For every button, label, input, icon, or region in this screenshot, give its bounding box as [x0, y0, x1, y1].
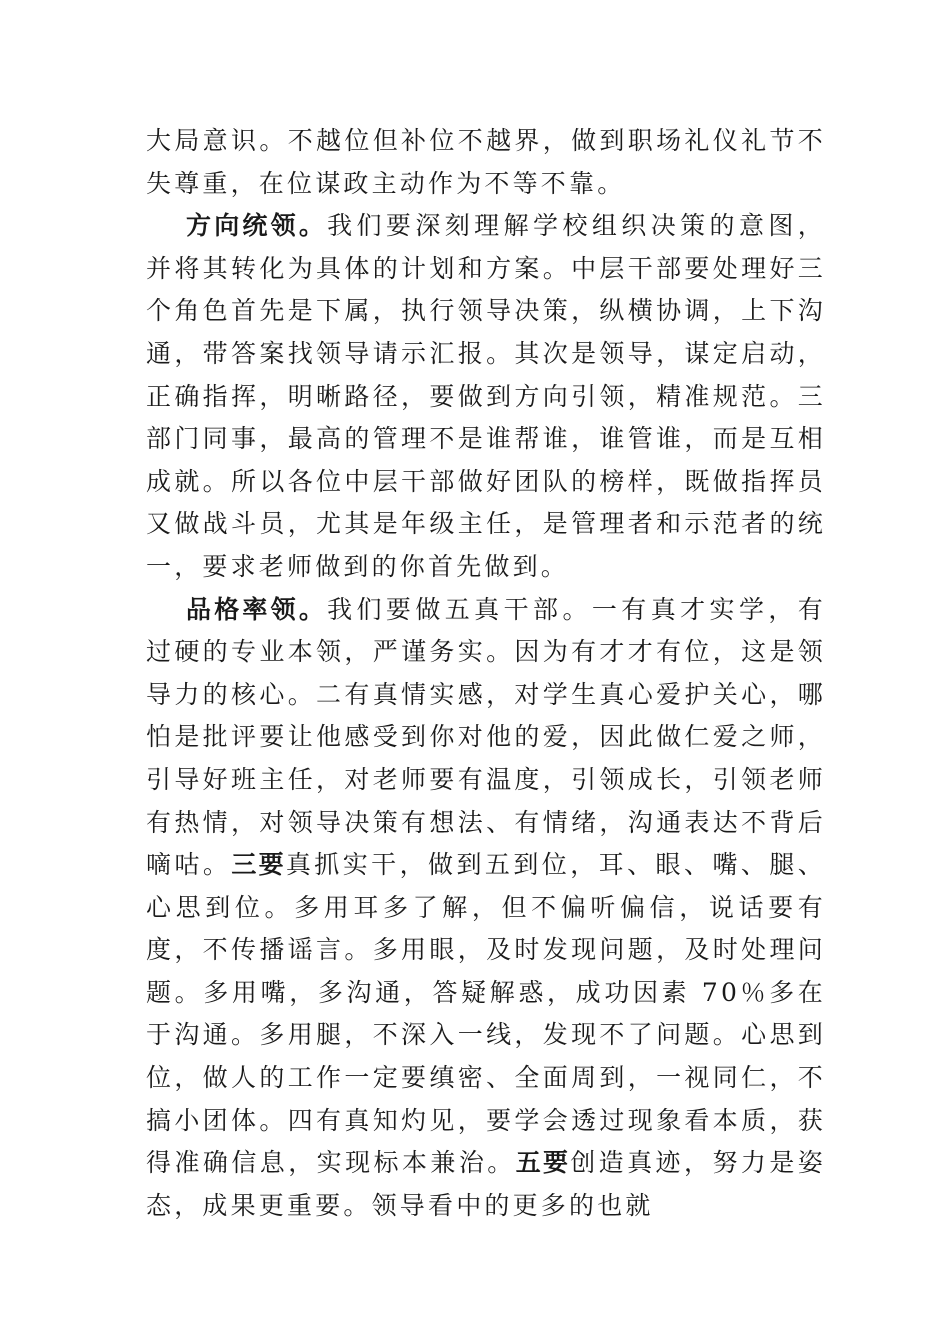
paragraph-text: 大局意识。不越位但补位不越界，做到职场礼仪礼节不失尊重，在位谋政主动作为不等不靠。 — [146, 126, 826, 198]
paragraph-heading: 方向统领。 — [186, 211, 328, 241]
document-body — [146, 120, 826, 1227]
paragraph-text: 我们要深刻理解学校组织决策的意图，并将其转化为具体的计划和方案。中层干部要处理好三个角色首先是下属，执行领导决策，纵横协调，上下沟通，带答案找领导请示汇报。其次是领导，谋定启动，正确指挥，明晰路径，要做到方向引领，精准规范。三部门同事，最高的管理不是谁帮谁，谁管谁，而是互相成就。所以各位中层干部做好团队的榜样，既做指挥员又做战斗员，尤其是年级主任，是管理者和示范者的统一，要求老师做到的你首先做到。 — [146, 211, 826, 581]
paragraph-text: 创造真迹，努力是姿态，成果更重要。领导看中的更多的也就 — [146, 1148, 826, 1220]
bold-point-three: 三要 — [231, 850, 286, 880]
paragraph-heading: 品格率领。 — [186, 594, 328, 624]
paragraph-text: 真抓实干，做到五到位，耳、眼、嘴、腿、心思到位。多用耳多了解，但不偏听偏信，说话要有度，不传播谣言。多用眼，及时发现问题，及时处理问题。多用嘴，多沟通，答疑解惑，成功因素 70％多在于沟通。多用腿，不深入一线，发现不了问题。心思到位，做人的工作一定要缜密、全面周到，一视同仁，不搞小团体。四有真知灼见，要学会透过现象看本质，获得准确信息，实现标本兼治。 — [146, 850, 826, 1178]
paragraph-character-leadership — [146, 589, 826, 1228]
paragraph-big-picture — [146, 120, 826, 205]
bold-point-five: 五要 — [515, 1148, 571, 1178]
paragraph-text: 我们要做五真干部。一有真才实学，有过硬的专业本领，严谨务实。因为有才才有位，这是领导力的核心。二有真情实感，对学生真心爱护关心，哪怕是批评要让他感受到你对他的爱，因此做仁爱之师，引导好班主任，对老师要有温度，引领成长，引领老师有热情，对领导决策有想法、有情绪，沟通表达不背后嘀咕。 — [146, 594, 826, 880]
paragraph-direction-leadership — [146, 205, 826, 588]
